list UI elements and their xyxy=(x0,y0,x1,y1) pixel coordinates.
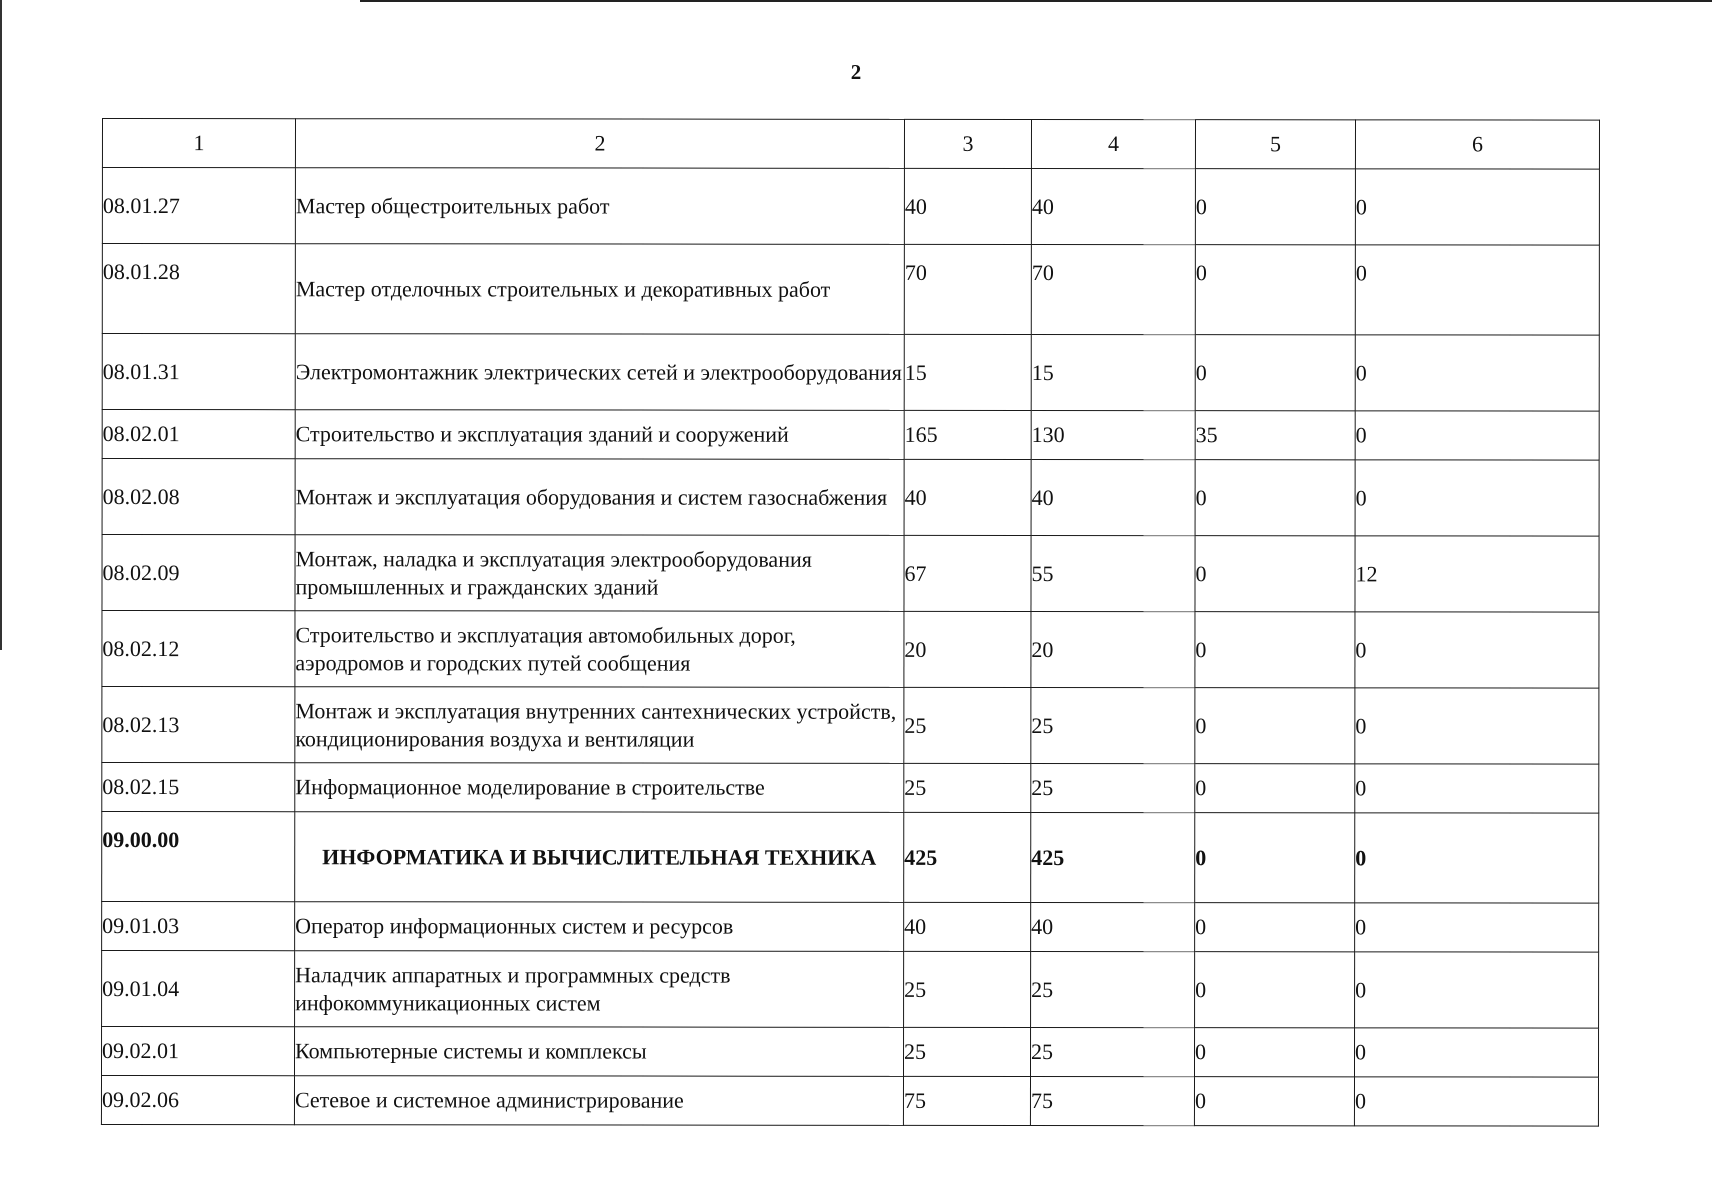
table-row xyxy=(102,611,1599,689)
table-row xyxy=(102,763,1599,814)
value-col6: 0 xyxy=(1355,612,1599,688)
section-code: 09.00.00 xyxy=(102,812,295,902)
value-col5: 0 xyxy=(1194,1077,1354,1126)
value-col5: 0 xyxy=(1195,903,1355,952)
value-col6: 0 xyxy=(1354,1028,1598,1077)
table-row xyxy=(102,902,1599,953)
value-col4: 40 xyxy=(1031,459,1195,535)
section-total-col3: 425 xyxy=(904,812,1031,902)
column-header-2: 2 xyxy=(295,119,904,169)
specialty-name: Наладчик аппаратных и программных средств инфокоммуникационных систем xyxy=(295,951,904,1028)
specialty-name: Строительство и эксплуатация зданий и сооружений xyxy=(295,410,904,460)
value-col3: 67 xyxy=(904,535,1031,611)
section-name: ИНФОРМАТИКА И ВЫЧИСЛИТЕЛЬНАЯ ТЕХНИКА xyxy=(295,812,904,903)
specialty-code: 08.02.15 xyxy=(102,763,295,812)
specialty-name: Оператор информационных систем и ресурсов xyxy=(295,902,904,952)
specialty-code: 09.02.01 xyxy=(101,1027,294,1076)
specialty-name: Монтаж, наладка и эксплуатация электрооборудования промышленных и гражданских зданий xyxy=(295,535,904,612)
specialty-name: Монтаж и эксплуатация внутренних сантехнических устройств, кондиционирования воздуха и вентиляции xyxy=(295,687,904,764)
column-header-5: 5 xyxy=(1195,120,1355,169)
specialty-code: 08.02.12 xyxy=(102,611,295,687)
scan-edge-top xyxy=(360,0,1712,2)
value-col5: 0 xyxy=(1195,536,1355,612)
specialty-name: Электромонтажник электрических сетей и электрооборудования xyxy=(295,334,904,411)
table-row xyxy=(102,459,1599,537)
specialty-code: 08.01.31 xyxy=(102,334,295,410)
value-col4: 40 xyxy=(1031,168,1195,244)
value-col4: 15 xyxy=(1031,334,1195,410)
column-header-4: 4 xyxy=(1031,119,1195,168)
value-col5: 35 xyxy=(1195,411,1355,460)
specialty-code: 08.01.27 xyxy=(102,168,295,244)
value-col4: 130 xyxy=(1031,410,1195,459)
value-col6: 0 xyxy=(1355,169,1599,245)
value-col4: 25 xyxy=(1031,951,1195,1027)
value-col4: 25 xyxy=(1031,763,1195,812)
value-col5: 0 xyxy=(1195,245,1355,335)
value-col6: 0 xyxy=(1355,245,1599,335)
value-col6: 0 xyxy=(1355,411,1599,460)
specialty-name: Мастер общестроительных работ xyxy=(295,168,904,245)
specialty-name: Монтаж и эксплуатация оборудования и систем газоснабжения xyxy=(295,459,904,536)
value-col5: 0 xyxy=(1195,612,1355,688)
value-col3: 40 xyxy=(904,459,1031,535)
value-col4: 70 xyxy=(1031,244,1195,334)
table-row xyxy=(101,1076,1598,1127)
value-col4: 20 xyxy=(1031,611,1195,687)
specialty-name: Мастер отделочных строительных и декоративных работ xyxy=(295,244,904,335)
specialty-code: 08.02.01 xyxy=(102,410,295,459)
specialty-name: Компьютерные системы и комплексы xyxy=(294,1027,903,1077)
value-col5: 0 xyxy=(1195,335,1355,411)
value-col3: 165 xyxy=(904,410,1031,459)
value-col3: 15 xyxy=(904,334,1031,410)
value-col4: 25 xyxy=(1030,1027,1194,1076)
value-col4: 40 xyxy=(1031,902,1195,951)
value-col4: 25 xyxy=(1031,687,1195,763)
table-row xyxy=(102,334,1599,412)
value-col3: 25 xyxy=(904,687,1031,763)
table-row xyxy=(102,535,1599,613)
specialty-code: 08.02.13 xyxy=(102,687,295,763)
value-col5: 0 xyxy=(1195,764,1355,813)
value-col3: 20 xyxy=(904,611,1031,687)
section-total-col5: 0 xyxy=(1195,813,1355,903)
value-col6: 0 xyxy=(1355,952,1599,1028)
specialty-code: 08.02.09 xyxy=(102,535,295,611)
specialty-name: Информационное моделирование в строительстве xyxy=(295,763,904,813)
specialty-name: Сетевое и системное администрирование xyxy=(294,1076,903,1126)
value-col6: 0 xyxy=(1355,764,1599,813)
table-row xyxy=(102,410,1599,461)
specialties-table xyxy=(101,118,1600,1127)
page-number: 2 xyxy=(850,60,862,84)
value-col6: 0 xyxy=(1355,335,1599,411)
value-col3: 75 xyxy=(903,1076,1030,1125)
specialty-code: 09.01.03 xyxy=(102,902,295,951)
value-col3: 70 xyxy=(904,244,1031,334)
value-col4: 55 xyxy=(1031,535,1195,611)
value-col6: 0 xyxy=(1355,903,1599,952)
table-header-row xyxy=(102,119,1599,170)
specialty-name: Строительство и эксплуатация автомобильных дорог, аэродромов и городских путей сообщения xyxy=(295,611,904,688)
value-col6: 0 xyxy=(1354,1077,1598,1126)
specialty-code: 09.02.06 xyxy=(101,1076,294,1125)
section-total-col4: 425 xyxy=(1031,812,1195,902)
value-col6: 0 xyxy=(1355,688,1599,764)
column-header-1: 1 xyxy=(102,119,295,168)
scan-edge-left xyxy=(0,0,2,650)
section-row xyxy=(102,812,1599,904)
value-col3: 25 xyxy=(904,763,1031,812)
table-row xyxy=(102,244,1599,336)
specialty-code: 09.01.04 xyxy=(102,951,295,1027)
specialty-code: 08.01.28 xyxy=(102,244,295,334)
column-header-3: 3 xyxy=(904,119,1031,168)
value-col5: 0 xyxy=(1195,460,1355,536)
table-row xyxy=(102,687,1599,765)
value-col4: 75 xyxy=(1030,1076,1194,1125)
value-col3: 40 xyxy=(904,168,1031,244)
column-header-6: 6 xyxy=(1355,120,1599,169)
value-col5: 0 xyxy=(1195,952,1355,1028)
value-col5: 0 xyxy=(1195,169,1355,245)
value-col5: 0 xyxy=(1194,1028,1354,1077)
section-total-col6: 0 xyxy=(1355,813,1599,903)
value-col3: 25 xyxy=(904,951,1031,1027)
value-col6: 0 xyxy=(1355,460,1599,536)
value-col5: 0 xyxy=(1195,688,1355,764)
value-col6: 12 xyxy=(1355,536,1599,612)
value-col3: 25 xyxy=(903,1027,1030,1076)
table-row xyxy=(102,168,1599,246)
table-row xyxy=(102,951,1599,1029)
value-col3: 40 xyxy=(904,902,1031,951)
specialty-code: 08.02.08 xyxy=(102,459,295,535)
table-row xyxy=(101,1027,1598,1078)
